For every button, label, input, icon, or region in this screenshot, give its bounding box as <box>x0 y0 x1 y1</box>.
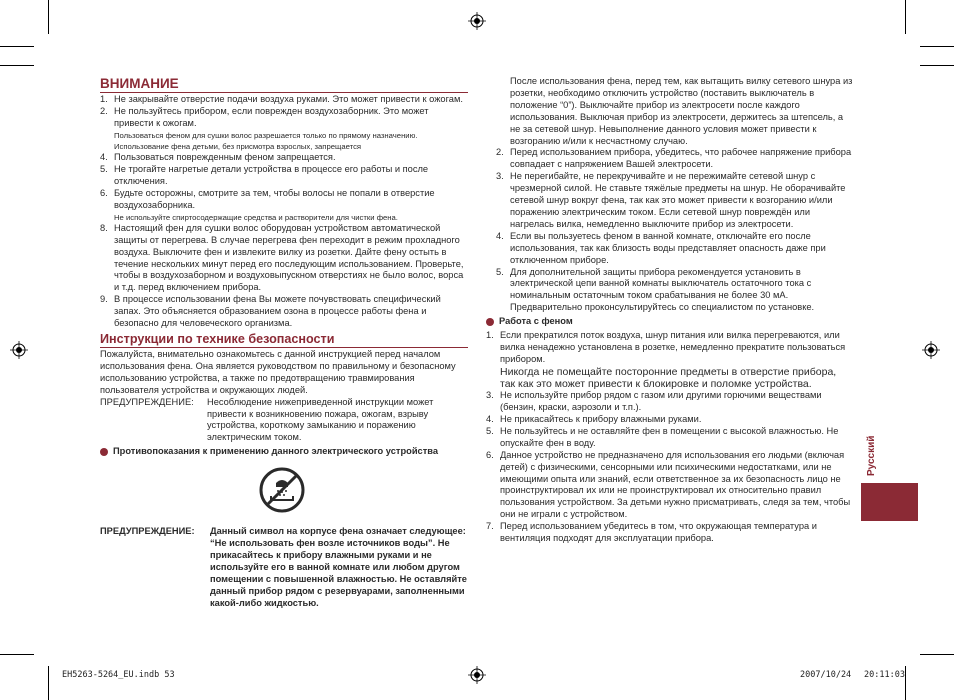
print-time: 20:11:03 <box>864 670 905 680</box>
crop-mark <box>920 654 954 655</box>
crop-mark <box>920 65 954 66</box>
list-item: 4. Пользоваться поврежденным феном запрещается. <box>100 152 336 163</box>
crop-mark <box>0 46 34 47</box>
warning-label: ПРЕДУПРЕЖДЕНИЕ: <box>100 526 195 537</box>
no-water-use-icon <box>258 466 306 514</box>
file-slug: EH5263-5264_EU.indb 53 <box>62 670 175 680</box>
list-item: 1. Не закрывайте отверстие подачи воздуха руками. Это может привести к ожогам. <box>100 94 463 104</box>
list-item: 1. Если прекратился поток воздуха, шнур питания или вилка перегреваются, или вилка ненадежно установлена в розетке, немедленно прекратите пользоваться прибором. Никогда не помещайте посторонние предметы в отверстие прибора, так как это может привести к блокировке и поломке устройства. <box>486 330 846 390</box>
list-item: 5. Не трогайте нагретые детали устройства в процессе его работы и после отключения. <box>100 164 429 186</box>
registration-mark-icon <box>10 341 28 359</box>
list-item: 6. Данное устройство не предназначено для использования его людьми (включая детей) с физическими, сенсорными или психическими недостатками, или не имеющими опыта или знаний, если ответственное за их безопасность лицо не проинструктировал их или не проинструктировал их относительно правил пользования устройством. За детьми нужно присматривать, следя за тем, чтобы они не играли с устройством. <box>486 449 851 520</box>
list-item: 4. Не прикасайтесь к прибору влажными руками. <box>486 413 702 424</box>
bullet-icon <box>100 448 108 456</box>
list-item: 3. Не перегибайте, не перекручивайте и не пережимайте сетевой шнур с чрезмерной силой. Не ставьте тяжёлые предметы на шнур. Не оборачивайте сетевой шнур вокруг фена, так как это может привести к возгоранию и/или поражению электрическим током. Если сетевой шнур повреждён или нагрелась вилка, немедленно выключите прибор из электросети. <box>496 171 846 229</box>
language-label: Русский <box>866 435 877 476</box>
warning-block <box>100 397 468 445</box>
list-item: 4. Если вы пользуетесь феном в ванной комнате, отключайте его после использования, так как близость воды представляет опасность даже при отключенном приборе. <box>496 230 826 265</box>
list-item: 5. Для дополнительной защиты прибора рекомендуется установить в электрической цепи ванной комнаты выключатель остаточного тока с номинальным остаточным током срабатывания не более 30 мА. Предварительно проконсультируйтесь со специалистом по установке. <box>496 266 815 313</box>
registration-mark-icon <box>922 341 940 359</box>
warning-block <box>100 526 468 609</box>
small-note: Пользоваться феном для сушки волос разрешается только по прямому назначению. Использование фена детьми, без присмотра взрослых, запрещается <box>114 130 418 151</box>
list-item: 8. Настоящий фен для сушки волос оборудован устройством автоматической защиты от перегрева. В случае перегрева фен переходит в режим прохладного воздуха. Выключите фен и извлеките вилку из розетки. Дайте фену остыть в течение нескольких минут перед его последующим использованием. Проверьте, чтобы в воздухозаборном и воздуховыпускном отверстиях не было волос, ворса и т.д. перед включением прибора. <box>100 222 464 293</box>
registration-mark-icon <box>468 666 486 684</box>
language-tab <box>861 483 918 521</box>
registration-mark-icon <box>468 12 486 30</box>
crop-mark <box>0 654 34 655</box>
list-item: 5. Не пользуйтесь и не оставляйте фен в помещении с высокой влажностью. Не опускайте фен в воду. <box>486 425 839 448</box>
caution-heading: ВНИМАНИЕ <box>100 76 468 93</box>
small-note: Не используйте спиртосодержащие средства и растворители для чистки фена. <box>114 212 398 222</box>
safety-heading: Инструкции по технике безопасности <box>100 332 468 348</box>
list-item: 7. Перед использованием убедитесь в том, что окружающая температура и вентиляция подходят для эксплуатации прибора. <box>486 521 817 544</box>
crop-mark <box>920 46 954 47</box>
crop-mark <box>0 65 34 66</box>
crop-mark <box>905 0 906 34</box>
intro-paragraph: Пожалуйста, внимательно ознакомьтесь с данной инструкцией перед началом использования фена. Она является руководством по правильному и безопасному использованию устройства, а также по предотвращению травмирования пользователя устройства и окружающих людей. <box>100 349 456 395</box>
warning-text: Данный символ на корпусе фена означает следующее: “Не использовать фен возле источников воды”. Не прикасайтесь к прибору влажными руками и не используйте его в ванной комнате или любом другом помещении с повышенной влажностью. Не оставляйте данный прибор рядом с резервуарами, заполненными какой-либо жидкостью. <box>210 526 467 608</box>
list-item: 6. Будьте осторожны, смотрите за тем, чтобы волосы не попали в отверстие воздухозаборника. Не используйте спиртосодержащие средства и растворители для чистки фена. <box>100 188 468 223</box>
right-column <box>486 76 854 545</box>
contra-heading: Противопоказания к применению данного электрического устройства <box>100 446 468 458</box>
print-date: 2007/10/24 <box>800 670 852 680</box>
left-column <box>100 76 468 609</box>
list-item: 9. В процессе использовании фена Вы можете почувствовать специфический запах. Это объясняется образованием озона в процессе работы фена и безопасно для человеческого организма. <box>100 294 441 329</box>
warning-label: ПРЕДУПРЕЖДЕНИЕ: <box>100 396 194 407</box>
warning-text: Несоблюдение нижеприведенной инструкции может привести к возникновению пожара, ожогам, взрыву устройства, короткому замыканию и поражению электрическим током. <box>207 396 434 443</box>
list-item: 3. Не используйте прибор рядом с газом или другими горючими веществами (бензин, краски, аэрозоли и т.п.). <box>486 390 822 413</box>
work-heading: Работа с феном <box>486 316 854 328</box>
crop-mark <box>48 0 49 34</box>
list-item: 2. Перед использованием прибора, убедитесь, что рабочее напряжение прибора совпадает с напряжением Вашей электросети. <box>496 147 852 170</box>
crop-mark <box>48 666 49 700</box>
list-item: После использования фена, перед тем, как вытащить вилку сетевого шнура из розетки, необходимо отключить устройство (поставить выключатель в положение “0”). Выключайте прибор из электросети после каждого использования. Выключая прибор из электросети, держитесь за штепсель, а не за сетевой шнур. Невыполнение данного условия может привести к возгоранию и/или к несчастному случаю. <box>510 76 853 146</box>
list-item: 2. Не пользуйтесь прибором, если поврежден воздухозаборник. Это может привести к ожогам. Пользоваться феном для сушки волос разрешается только по прямому назначению. Использование фена детьми, без присмотра взрослых, запрещается <box>100 106 468 152</box>
crop-mark <box>905 666 906 700</box>
bullet-icon <box>486 318 494 326</box>
